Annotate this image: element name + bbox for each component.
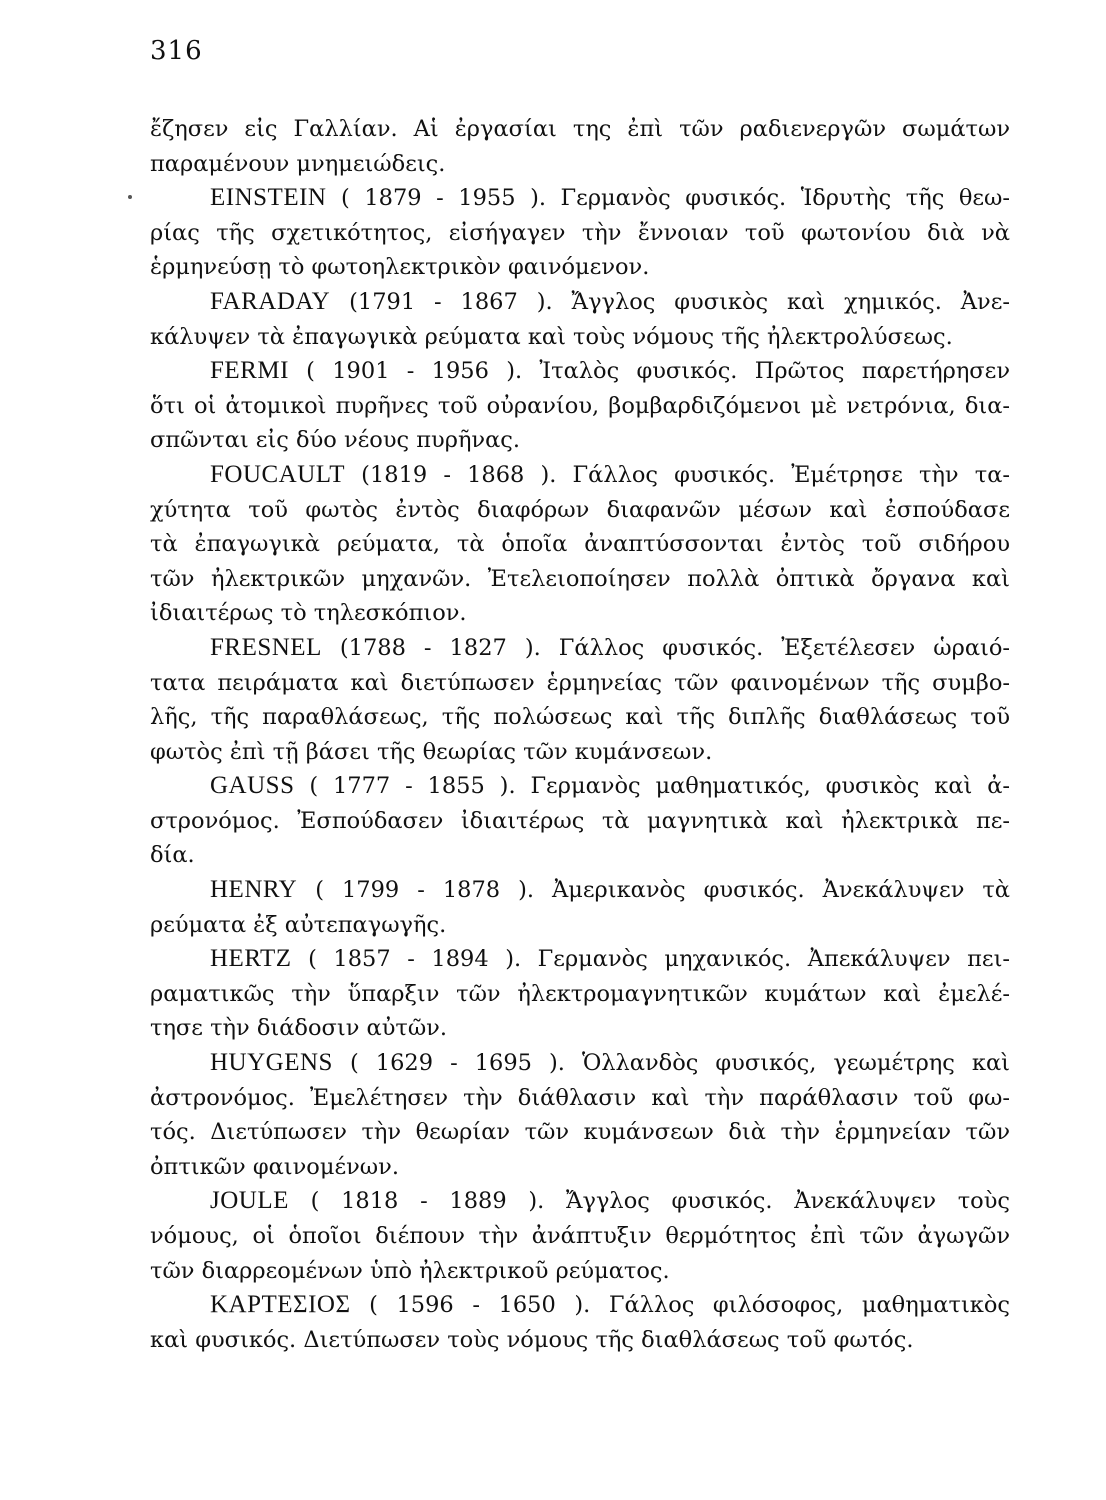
entry-name: JOULE — [210, 1187, 289, 1215]
line-text: τησε τὴν διάδοσιν αὐτῶν. — [150, 1015, 448, 1042]
text-line — [150, 596, 1010, 631]
text-line — [150, 216, 1010, 251]
entry-heading-line — [150, 354, 1010, 389]
line-text: σπῶνται εἰς δύο νέους πυρῆνας. — [150, 427, 521, 454]
line-text: τός. Διετύπωσεν τὴν θεωρίαν τῶν κυμάνσεων διὰ τὴν ἑρμηνείαν τῶν — [150, 1119, 1010, 1146]
line-text: κάλυψεν τὰ ἐπαγωγικὰ ρεύματα καὶ τοὺς νόμους τῆς ἠλεκτρολύσεως. — [150, 323, 953, 350]
line-text: νόμους, οἱ ὁποῖοι διέπουν τὴν ἀνάπτυξιν θερμότητος ἐπὶ τῶν ἀγωγῶν — [150, 1223, 1010, 1249]
line-text: ( 1799 - 1878 ). Ἀμερικανὸς φυσικός. Ἀνεκάλυψεν τὰ — [297, 877, 1010, 904]
entry-heading-line — [150, 181, 1010, 216]
entry-heading-line — [150, 1288, 1010, 1323]
line-text: ὅτι οἱ ἀτομικοὶ πυρῆνες τοῦ οὐρανίου, βομβαρδιζόμενοι μὲ νετρόνια, δια- — [150, 392, 1010, 419]
entry-name: FERMI — [210, 357, 289, 385]
line-text: τατα πειράματα καὶ διετύπωσεν ἑρμηνείας τῶν φαινομένων τῆς συμβο- — [150, 669, 1010, 696]
entry-name: ΚΑΡΤΕΣΙΟΣ — [210, 1291, 351, 1319]
line-text: ( 1857 - 1894 ). Γερμανὸς μηχανικός. Ἀπεκάλυψεν πει- — [291, 946, 1010, 973]
entry-name: GAUSS — [210, 772, 295, 800]
line-text: ὀπτικῶν φαινομένων. — [150, 1153, 399, 1180]
text-line — [150, 493, 1010, 528]
line-text: λῆς, τῆς παραθλάσεως, τῆς πολώσεως καὶ τῆς διπλῆς διαθλάσεως τοῦ — [150, 704, 1010, 731]
page-number: 316 — [150, 36, 203, 66]
text-line — [150, 1254, 1010, 1289]
line-text: ἰδιαιτέρως τὸ τηλεσκόπιον. — [150, 600, 467, 627]
entry-name: HUYGENS — [210, 1049, 333, 1077]
text-line — [150, 423, 1010, 458]
text-line — [150, 562, 1010, 597]
text-line — [150, 1115, 1010, 1150]
text-line — [150, 112, 1010, 147]
text-line — [150, 804, 1010, 839]
entry-heading-line — [150, 942, 1010, 977]
line-text: ( 1901 - 1956 ). Ἰταλὸς φυσικός. Πρῶτος παρετήρησεν — [288, 358, 1010, 385]
line-text: ( 1879 - 1955 ). Γερμανὸς φυσικός. Ἱδρυτὴς τῆς θεω- — [326, 185, 1010, 212]
text-line — [150, 908, 1010, 943]
line-text: (1819 - 1868 ). Γάλλος φυσικός. Ἐμέτρησε τὴν τα- — [345, 461, 1010, 488]
line-text: δία. — [150, 842, 195, 869]
entry-heading-line — [150, 631, 1010, 666]
text-line — [150, 1219, 1010, 1254]
line-text: ρίας τῆς σχετικότητος, εἰσήγαγεν τὴν ἔννοιαν τοῦ φωτονίου διὰ νὰ — [150, 219, 1010, 246]
entry-heading-line — [150, 1184, 1010, 1219]
line-text: ἔζησεν εἰς Γαλλίαν. Αἱ ἐργασίαι της ἐπὶ τῶν ραδιενεργῶν σωμάτων — [150, 116, 1010, 142]
entry-name: FOUCAULT — [210, 460, 346, 488]
line-text: ( 1596 - 1650 ). Γάλλος φιλόσοφος, μαθηματικὸς — [350, 1292, 1010, 1319]
stray-mark — [128, 195, 132, 199]
text-line — [150, 1081, 1010, 1116]
entry-heading-line — [150, 458, 1010, 493]
line-text: τὰ ἐπαγωγικὰ ρεύματα, τὰ ὁποῖα ἀναπτύσσονται ἐντὸς τοῦ σιδήρου — [150, 531, 1010, 558]
line-text: τῶν ἠλεκτρικῶν μηχανῶν. Ἐτελειοποίησεν πολλὰ ὀπτικὰ ὄργανα καὶ — [150, 565, 1010, 592]
line-text: καὶ φυσικός. Διετύπωσεν τοὺς νόμους τῆς διαθλάσεως τοῦ φωτός. — [150, 1326, 914, 1353]
entry-heading-line — [150, 769, 1010, 804]
text-line — [150, 1150, 1010, 1185]
entry-heading-line — [150, 285, 1010, 320]
line-text: ( 1629 - 1695 ). Ὁλλανδὸς φυσικός, γεωμέτρης καὶ — [332, 1050, 1010, 1077]
glossary-entries — [150, 112, 1010, 1357]
text-line — [150, 1011, 1010, 1046]
line-text: ( 1818 - 1889 ). Ἄγγλος φυσικός. Ἀνεκάλυψεν τοὺς — [288, 1188, 1010, 1215]
text-line — [150, 977, 1010, 1012]
line-text: χύτητα τοῦ φωτὸς ἐντὸς διαφόρων διαφανῶν μέσων καὶ ἐσπούδασε — [150, 496, 1010, 523]
text-line — [150, 700, 1010, 735]
line-text: ἀστρονόμος. Ἐμελέτησεν τὴν διάθλασιν καὶ τὴν παράθλασιν τοῦ φω- — [150, 1084, 1010, 1111]
text-line — [150, 838, 1010, 873]
text-line — [150, 527, 1010, 562]
entry-name: FARADAY — [210, 287, 331, 315]
text-line — [150, 735, 1010, 770]
line-text: τῶν διαρρεομένων ὑπὸ ἠλεκτρικοῦ ρεύματος. — [150, 1257, 670, 1284]
line-text: στρονόμος. Ἐσπούδασεν ἰδιαιτέρως τὰ μαγνητικὰ καὶ ἠλεκτρικὰ πε- — [150, 807, 1010, 834]
text-line — [150, 320, 1010, 355]
entry-name: HENRY — [210, 876, 298, 904]
entry-heading-line — [150, 873, 1010, 908]
line-text: (1788 - 1827 ). Γάλλος φυσικός. Ἐξετέλεσεν ὡραιό- — [321, 634, 1010, 661]
text-line — [150, 1323, 1010, 1358]
entry-name: HERTZ — [210, 945, 292, 973]
line-text: (1791 - 1867 ). Ἄγγλος φυσικὸς καὶ χημικός. Ἀνε- — [330, 288, 1010, 315]
line-text: ( 1777 - 1855 ). Γερμανὸς μαθηματικός, φυσικὸς καὶ ἀ- — [294, 773, 1010, 800]
line-text: ἑρμηνεύσῃ τὸ φωτοηλεκτρικὸν φαινόμενον. — [150, 254, 650, 281]
line-text: φωτὸς ἐπὶ τῇ βάσει τῆς θεωρίας τῶν κυμάνσεων. — [150, 738, 713, 765]
line-text: ρεύματα ἐξ αὐτεπαγωγῆς. — [150, 911, 447, 938]
text-line — [150, 666, 1010, 701]
entry-heading-line — [150, 1046, 1010, 1081]
entry-name: EINSTEIN — [210, 184, 327, 212]
line-text: παραμένουν μνημειώδεις. — [150, 150, 446, 177]
line-text: ραματικῶς τὴν ὕπαρξιν τῶν ἠλεκτρομαγνητικῶν κυμάτων καὶ ἐμελέ- — [150, 980, 1010, 1007]
text-line — [150, 389, 1010, 424]
text-line — [150, 147, 1010, 182]
entry-name: FRESNEL — [210, 633, 322, 661]
text-line — [150, 250, 1010, 285]
